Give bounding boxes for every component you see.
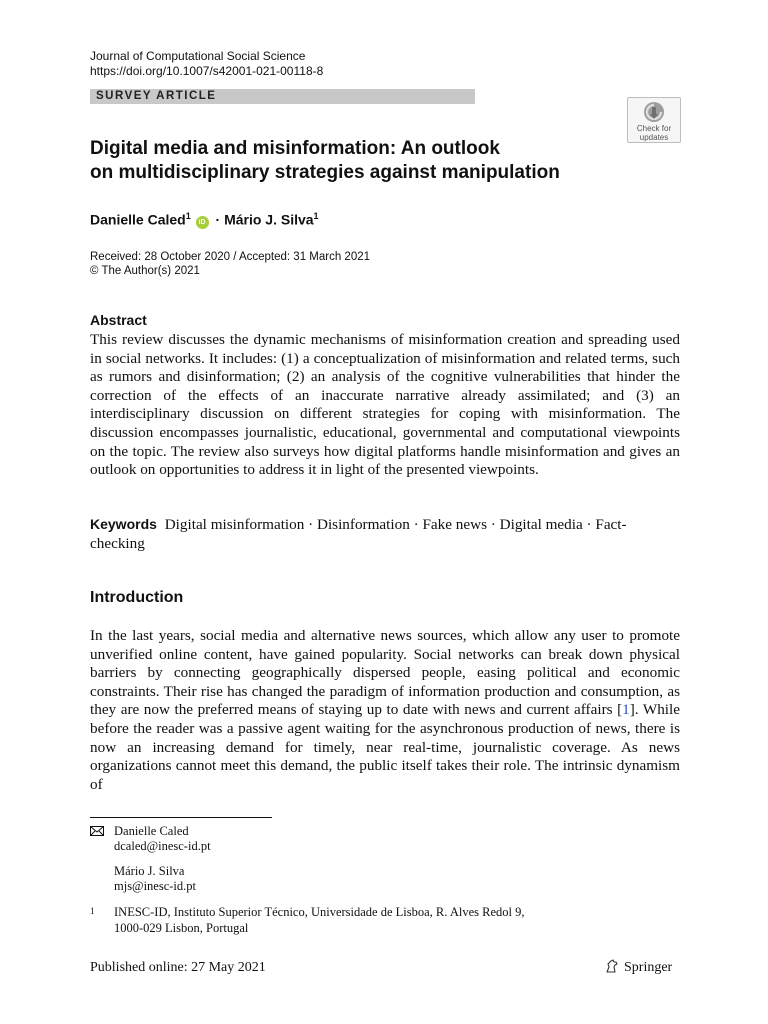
publisher-logo bbox=[604, 958, 672, 976]
journal-name: Journal of Computational Social Science bbox=[90, 49, 306, 63]
footnote-author1-name: Danielle Caled bbox=[114, 824, 189, 838]
introduction-heading: Introduction bbox=[90, 589, 184, 606]
published-online: Published online: 27 May 2021 bbox=[90, 960, 266, 975]
keywords bbox=[90, 515, 680, 553]
envelope-icon bbox=[90, 826, 104, 836]
received-accepted-dates: Received: 28 October 2020 / Accepted: 31 March 2021 bbox=[90, 251, 371, 263]
affiliation bbox=[114, 905, 524, 936]
title-line-1: Digital media and misinformation: An outlook bbox=[90, 138, 500, 159]
author-list bbox=[90, 207, 319, 229]
check-updates-icon bbox=[643, 101, 665, 123]
keywords-label: Keywords bbox=[90, 516, 157, 532]
check-updates-line2: updates bbox=[639, 133, 669, 142]
article-type-label: SURVEY ARTICLE bbox=[96, 90, 217, 102]
journal-header bbox=[90, 49, 323, 79]
footnote-divider bbox=[90, 817, 272, 818]
introduction-text bbox=[90, 627, 680, 794]
author-silva[interactable]: Mário J. Silva bbox=[224, 211, 314, 228]
footnote-author1-email[interactable]: dcaled@inesc-id.pt bbox=[114, 839, 211, 853]
abstract-heading: Abstract bbox=[90, 312, 147, 328]
citation-link-1[interactable]: 1 bbox=[622, 701, 630, 719]
springer-horse-icon bbox=[604, 958, 620, 974]
affiliation-line-1: INESC-ID, Instituto Superior Técnico, Universidade de Lisboa, R. Alves Redol 9, bbox=[114, 905, 525, 919]
author-caled-affil: 1 bbox=[185, 211, 191, 221]
publisher-name: Springer bbox=[624, 960, 673, 975]
intro-text-part1: In the last years, social media and alternative news sources, which allow any user to promote unverified online content, have gained popularity. Social networks can break down physical barriers by connecting geographically dispersed people, easing political and economic constraints. Their rise has changed the paradigm of information production and consumption, as they are now the preferred means of staying up to date with news and current affairs [ bbox=[90, 627, 680, 719]
article-title bbox=[90, 137, 650, 185]
intro-text-part2: ]. While before the reader was a passive agent waiting for the asynchronous production of news, there is now an increasing demand for timely, near real-time, journalistic coverage. As news organizations cannot meet this demand, the public itself takes their role. The intrinsic dynamism of bbox=[90, 701, 680, 793]
footnote-author2-email[interactable]: mjs@inesc-id.pt bbox=[114, 879, 196, 893]
check-updates-line1: Check for bbox=[636, 124, 672, 133]
article-dates bbox=[90, 250, 370, 278]
doi-link[interactable]: https://doi.org/10.1007/s42001-021-00118-8 bbox=[90, 64, 324, 78]
title-line-2: on multidisciplinary strategies against manipulation bbox=[90, 162, 560, 183]
footnote-author2-name: Mário J. Silva bbox=[114, 864, 185, 878]
copyright-notice: © The Author(s) 2021 bbox=[90, 265, 200, 277]
corresponding-authors bbox=[114, 824, 211, 894]
abstract-text: This review discusses the dynamic mechanisms of misinformation creation and spreading used in social networks. It includes: (1) a conceptualization of misinformation and related terms, such as rumors and disinformation; (2) an analysis of the cognitive vulnerabilities that hinder the correction of the effects of an inaccurate narrative already assimilated; and (3) an interdisciplinary discussion on different strategies for coping with misinformation. The discussion encompasses journalistic, educational, governmental and computational viewpoints on the topic. The review also surveys how digital platforms handle misinformation and gives an outlook on opportunities to address it in light of the presented viewpoints. bbox=[90, 331, 680, 479]
author-caled[interactable]: Danielle Caled bbox=[90, 211, 186, 228]
author-separator: · bbox=[215, 211, 221, 228]
article-type-bar bbox=[90, 89, 475, 104]
affiliation-line-2: 1000-029 Lisbon, Portugal bbox=[114, 920, 249, 935]
keywords-text: Digital misinformation · Disinformation · Fake news · Digital media · Fact-checking bbox=[90, 516, 627, 552]
author-silva-affil: 1 bbox=[313, 211, 319, 221]
affiliation-number: 1 bbox=[90, 906, 95, 916]
orcid-icon[interactable]: iD bbox=[196, 216, 209, 229]
